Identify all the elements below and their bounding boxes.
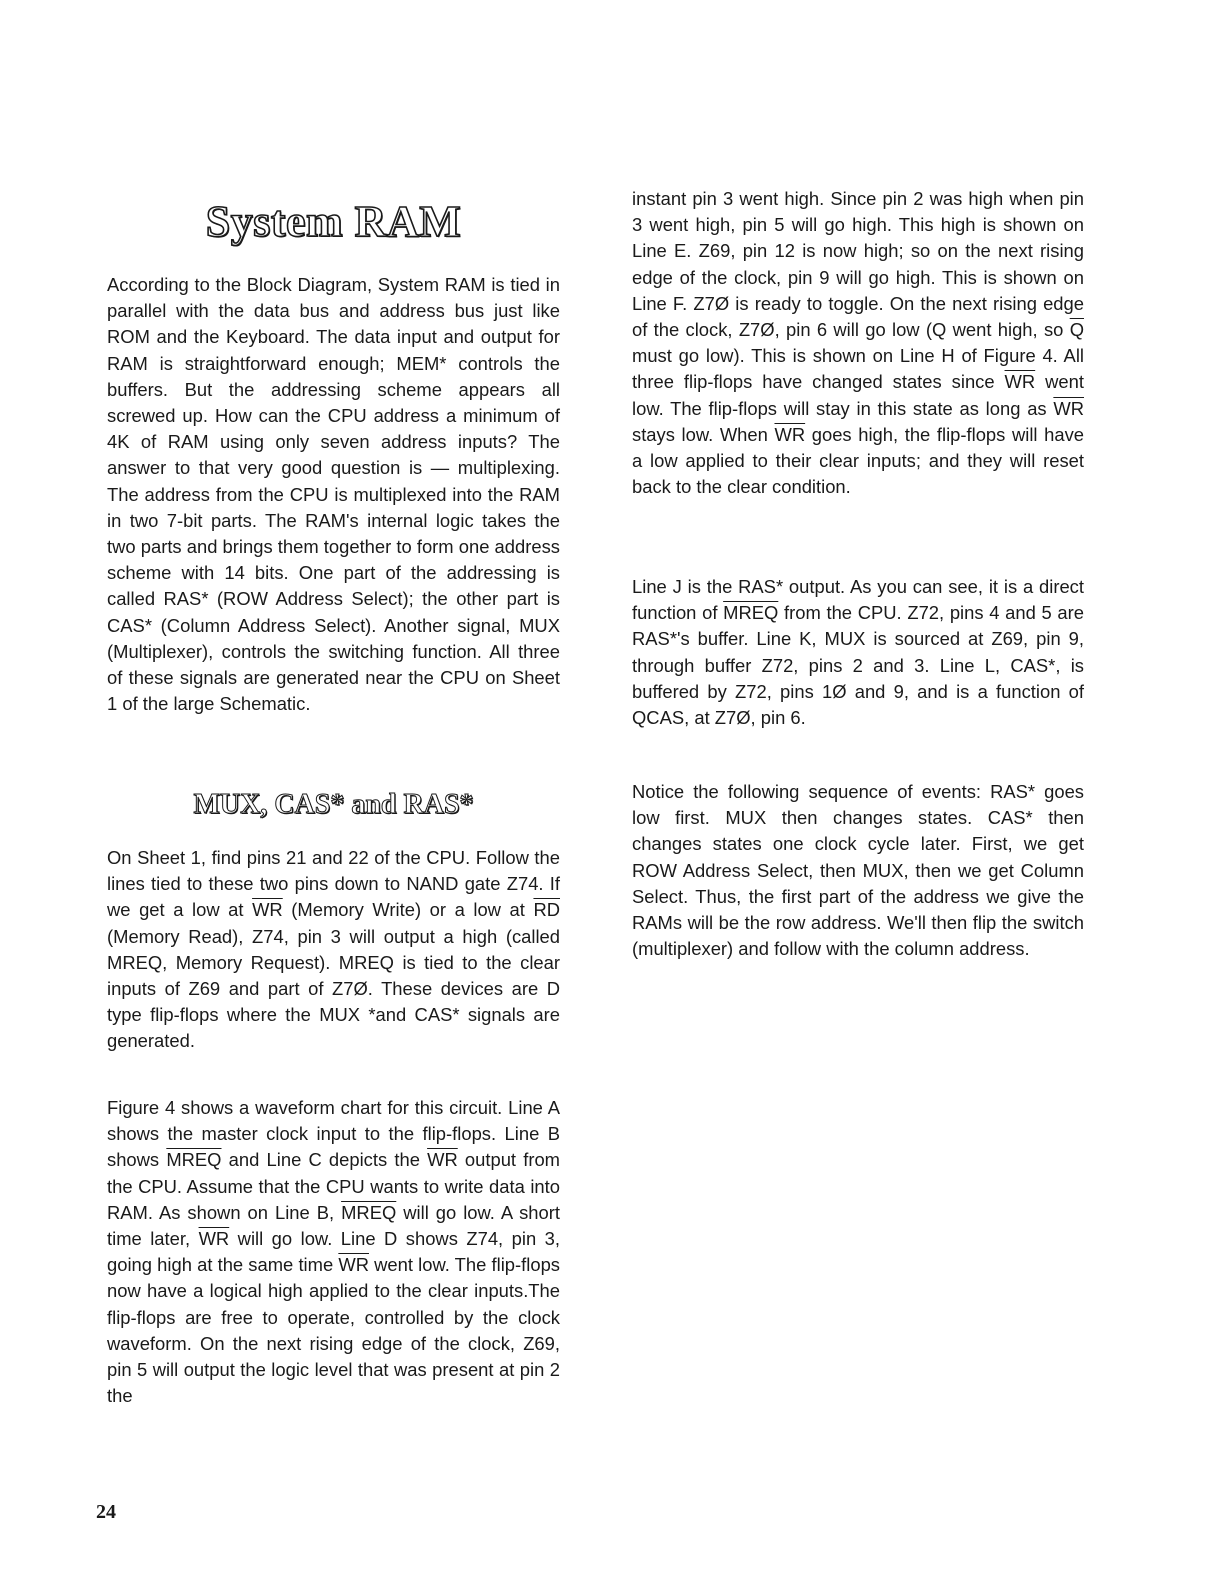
wr-signal: $\overline{WR}$ [427, 1149, 458, 1171]
page-title: System RAM [205, 197, 462, 246]
wr-signal: $\overline{WR}$ [774, 423, 806, 445]
wr-signal: $\overline{WR}$ [338, 1254, 369, 1276]
wr-signal: $\overline{WR}$ [1053, 397, 1084, 419]
q-bar-signal: $\overline{Q}$ [1069, 319, 1084, 341]
mreq-signal: MREQ [166, 1149, 222, 1171]
wr-signal: $\overline{WR}$ [198, 1228, 230, 1250]
mreq-signal: MREQ [341, 1201, 397, 1223]
rd-signal: $\overline{RD}$ [533, 899, 560, 921]
mreq-signal: MREQ [723, 602, 779, 624]
wr-signal: $\overline{WR}$ [252, 899, 283, 921]
sequence-paragraph: Notice the following sequence of events: RAS* goes low first. MUX then changes states. CAS* then changes states one clock cycle later. First, we get ROW Address Select, then MUX, then we get Column Select. Thus, the first part of the address we give the RAMs will be the row address. We'll then flip the switch (multiplexer) and follow with the column address. [632, 781, 1084, 960]
intro-paragraph: According to the Block Diagram, System RAM is tied in parallel with the data bus and address bus just like ROM and the Keyboard. The data input and output for RAM is straightforward enough; MEM* controls the buffers. But the addressing scheme appears all screwed up. How can the CPU address a minimum of 4K of RAM using only seven address inputs? The answer to that very good question is — multiplexing. The address from the CPU is multiplexed into the RAM in two 7-bit parts. The RAM's internal logic takes the two parts and brings them together to form one address scheme with 14 bits. One part of the addressing is called RAS* (ROW Address Select); the other part is CAS* (Column Address Select). Another signal, MUX (Multiplexer), controls the switching function. All three of these signals are generated near the CPU on Sheet 1 of the large Schematic. [107, 274, 560, 715]
page-number: 24 [96, 1501, 116, 1523]
ras-paragraph: Line J is the RAS* output. As you can see, it is a direct function of MREQ from the CPU. Z72, pins 4 and 5 are RAS*'s buffer. Line K, MUX is sourced at Z69, pin 9, through buffer Z72, pins 2 and 3. Line L, CAS*, is buffered by Z72, pins 1Ø and 9, and is a function of QCAS, at Z7Ø, pin 6. [632, 576, 1085, 729]
waveform-paragraph: Figure 4 shows a waveform chart for this circuit. Line A shows the master clock input to the flip-flops. Line B shows MREQ and Line C depicts the $\overline{WR}$ output from the CPU. Assume that the CPU wants to write data into RAM. As shown on Line B, MREQ will go low. A short time later, $\overline{WR}$ will go low. Line D shows Z74, pin 3, going high at the same time $\overline{WR}$ went low. The flip-flops now have a logical high applied to the clear inputs.The flip-flops are free to operate, controlled by the clock waveform. On the next rising edge of the clock, Z69, pin 5 will output the logic level that was present at pin 2 the [107, 1097, 561, 1407]
flipflop-paragraph: instant pin 3 went high. Since pin 2 was high when pin 3 went high, pin 5 will go high. This high is shown on Line E. Z69, pin 12 is now high; so on the next rising edge of the clock, pin 9 will go high. This is shown on Line F. Z7Ø is ready to toggle. On the next rising edge of the clock, Z7Ø, pin 6 will go low (Q went high, so $\overline{Q}$ must go low). This is shown on Line H of Figure 4. All three flip-flops have changed states since $\overline{WR}$ went low. The flip-flops will stay in this state as long as $\overline{WR}$ stays low. When $\overline{WR}$ goes high, the flip-flops will have a low applied to their clear inputs; and they will reset back to the clear condition. [632, 188, 1084, 498]
section-heading: MUX, CAS* and RAS* [193, 789, 474, 820]
wr-signal: $\overline{WR}$ [1004, 371, 1036, 393]
sheet-paragraph: On Sheet 1, find pins 21 and 22 of the CPU. Follow the lines tied to these two pins down to NAND gate Z74. If we get a low at $\overline{WR}$ (Memory Write) or a low at $\overline{RD}$ (Memory Read), Z74, pin 3 will output a high (called MREQ, Memory Request). MREQ is tied to the clear inputs of Z69 and part of Z7Ø. These devices are D type flip-flops where the MUX *and CAS* signals are generated. [107, 847, 560, 1052]
